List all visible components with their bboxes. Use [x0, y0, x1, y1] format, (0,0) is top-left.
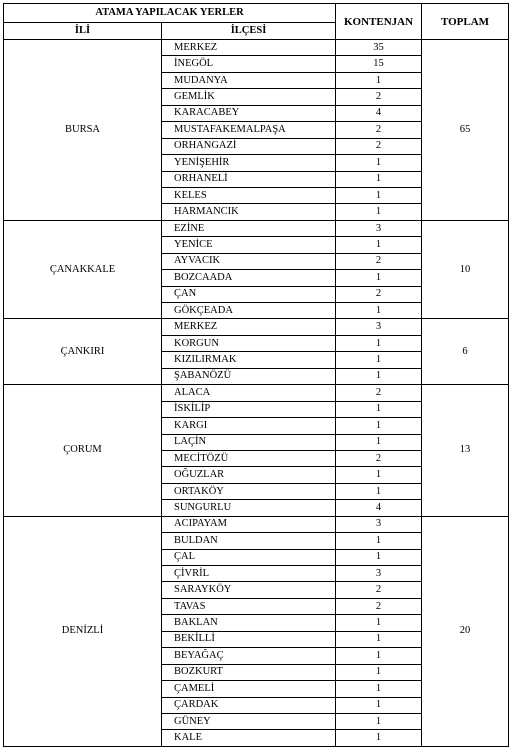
district-cell: SUNGURLU [162, 500, 336, 516]
district-cell: ACIPAYAM [162, 516, 336, 532]
district-cell: LAÇİN [162, 434, 336, 450]
district-cell: ÇAN [162, 286, 336, 302]
quota-cell: 4 [336, 500, 422, 516]
quota-cell: 2 [336, 598, 422, 614]
quota-cell: 1 [336, 418, 422, 434]
quota-cell: 3 [336, 220, 422, 236]
quota-cell: 1 [336, 155, 422, 171]
district-cell: ORTAKÖY [162, 483, 336, 499]
table-row [4, 516, 509, 532]
quota-cell: 3 [336, 319, 422, 335]
quota-cell: 1 [336, 72, 422, 88]
province-cell: ÇANKIRI [4, 319, 162, 385]
district-cell: SARAYKÖY [162, 582, 336, 598]
total-cell: 6 [422, 319, 509, 385]
quota-cell: 1 [336, 483, 422, 499]
table-row [4, 385, 509, 401]
quota-cell: 1 [336, 533, 422, 549]
total-cell: 20 [422, 516, 509, 746]
header-toplam: TOPLAM [422, 4, 509, 40]
quota-cell: 1 [336, 303, 422, 319]
header-row-top [4, 4, 509, 23]
quota-cell: 2 [336, 582, 422, 598]
quota-cell: 2 [336, 138, 422, 154]
quota-cell: 2 [336, 450, 422, 466]
quota-cell: 2 [336, 253, 422, 269]
header-ilcesi: İLÇESİ [162, 23, 336, 40]
district-cell: BEYAĞAÇ [162, 648, 336, 664]
quota-cell: 1 [336, 664, 422, 680]
total-cell: 65 [422, 40, 509, 221]
assignment-table [3, 3, 509, 747]
district-cell: GEMLİK [162, 89, 336, 105]
quota-cell: 15 [336, 56, 422, 72]
district-cell: BAKLAN [162, 615, 336, 631]
district-cell: BULDAN [162, 533, 336, 549]
table-row [4, 40, 509, 56]
district-cell: ÇAMELİ [162, 681, 336, 697]
district-cell: HARMANCIK [162, 204, 336, 220]
district-cell: KIZILIRMAK [162, 352, 336, 368]
district-cell: ORHANELİ [162, 171, 336, 187]
district-cell: KORGUN [162, 335, 336, 351]
quota-cell: 1 [336, 270, 422, 286]
district-cell: KARGI [162, 418, 336, 434]
quota-cell: 2 [336, 286, 422, 302]
district-cell: GÜNEY [162, 713, 336, 729]
district-cell: OĞUZLAR [162, 467, 336, 483]
quota-cell: 1 [336, 697, 422, 713]
district-cell: KALE [162, 730, 336, 746]
district-cell: BEKİLLİ [162, 631, 336, 647]
district-cell: YENİŞEHİR [162, 155, 336, 171]
quota-cell: 1 [336, 335, 422, 351]
quota-cell: 1 [336, 631, 422, 647]
district-cell: MUSTAFAKEMALPAŞA [162, 122, 336, 138]
district-cell: KARACABEY [162, 105, 336, 121]
district-cell: ŞABANÖZÜ [162, 368, 336, 384]
table-row [4, 319, 509, 335]
total-cell: 10 [422, 220, 509, 319]
district-cell: MUDANYA [162, 72, 336, 88]
district-cell: ÇİVRİL [162, 566, 336, 582]
quota-cell: 1 [336, 187, 422, 203]
district-cell: KELES [162, 187, 336, 203]
district-cell: ALACA [162, 385, 336, 401]
quota-cell: 1 [336, 648, 422, 664]
province-cell: ÇANAKKALE [4, 220, 162, 319]
province-cell: BURSA [4, 40, 162, 221]
district-cell: ÇARDAK [162, 697, 336, 713]
quota-cell: 1 [336, 204, 422, 220]
district-cell: ORHANGAZİ [162, 138, 336, 154]
quota-cell: 4 [336, 105, 422, 121]
province-cell: DENİZLİ [4, 516, 162, 746]
district-cell: TAVAS [162, 598, 336, 614]
quota-cell: 3 [336, 566, 422, 582]
header-kontenjan: KONTENJAN [336, 4, 422, 40]
quota-cell: 1 [336, 352, 422, 368]
district-cell: ÇAL [162, 549, 336, 565]
quota-cell: 35 [336, 40, 422, 56]
district-cell: YENİCE [162, 237, 336, 253]
quota-cell: 1 [336, 549, 422, 565]
district-cell: AYVACIK [162, 253, 336, 269]
header-atama: ATAMA YAPILACAK YERLER [4, 4, 336, 23]
quota-cell: 1 [336, 467, 422, 483]
quota-cell: 1 [336, 713, 422, 729]
district-cell: MERKEZ [162, 319, 336, 335]
quota-cell: 1 [336, 615, 422, 631]
table-row [4, 220, 509, 236]
quota-cell: 1 [336, 434, 422, 450]
quota-cell: 1 [336, 401, 422, 417]
quota-cell: 2 [336, 385, 422, 401]
quota-cell: 1 [336, 681, 422, 697]
district-cell: EZİNE [162, 220, 336, 236]
document-page [3, 3, 509, 747]
district-cell: İSKİLİP [162, 401, 336, 417]
total-cell: 13 [422, 385, 509, 517]
quota-cell: 1 [336, 730, 422, 746]
quota-cell: 2 [336, 89, 422, 105]
header-ili: İLİ [4, 23, 162, 40]
district-cell: İNEGÖL [162, 56, 336, 72]
quota-cell: 3 [336, 516, 422, 532]
quota-cell: 1 [336, 237, 422, 253]
province-cell: ÇORUM [4, 385, 162, 517]
district-cell: BOZCAADA [162, 270, 336, 286]
district-cell: MERKEZ [162, 40, 336, 56]
district-cell: GÖKÇEADA [162, 303, 336, 319]
quota-cell: 1 [336, 368, 422, 384]
district-cell: MECİTÖZÜ [162, 450, 336, 466]
quota-cell: 2 [336, 122, 422, 138]
quota-cell: 1 [336, 171, 422, 187]
table-body [4, 40, 509, 747]
district-cell: BOZKURT [162, 664, 336, 680]
